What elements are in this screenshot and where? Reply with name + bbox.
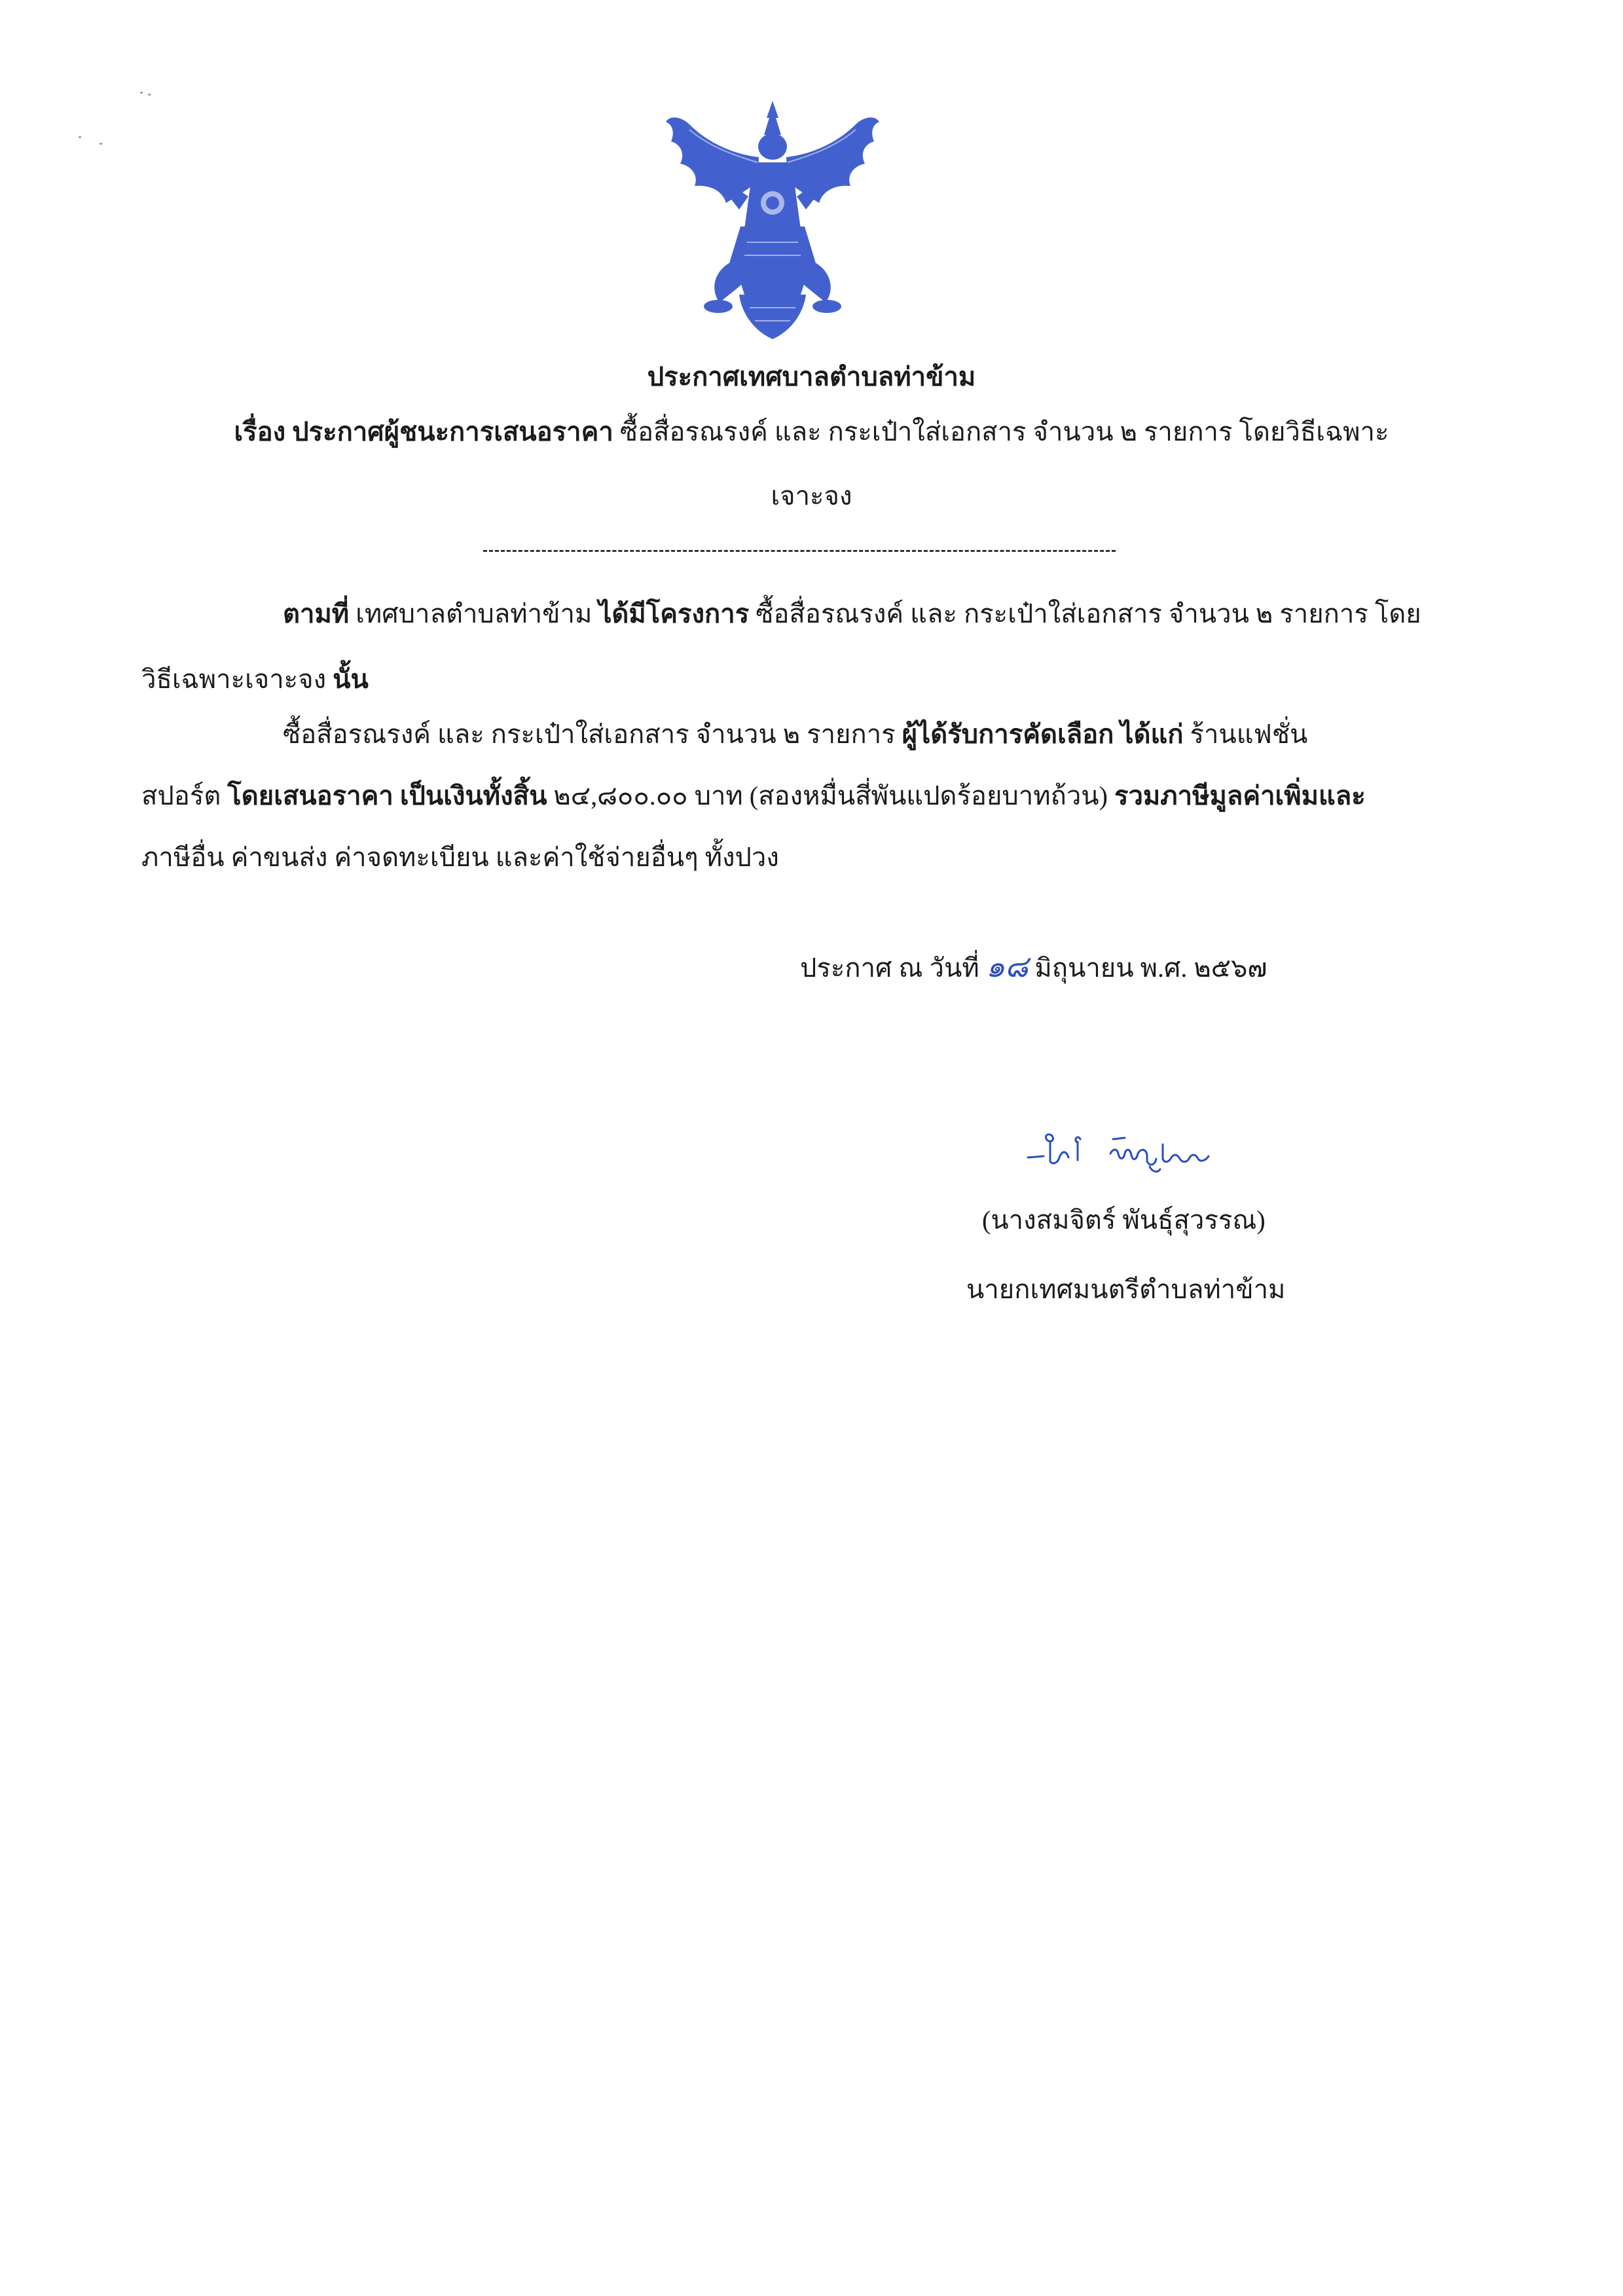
text-run: ตามที่	[283, 599, 350, 629]
text-run: ร้านแฟชั่น	[1183, 720, 1308, 749]
subject-continuation: เจาะจง	[771, 481, 852, 511]
paragraph-1-line-2	[141, 661, 369, 698]
signer-name: (นางสมจิตร์ พันธุ์สุวรรณ)	[982, 1205, 1266, 1235]
garuda-emblem-icon	[663, 98, 883, 342]
handwritten-day: ๑๘	[985, 949, 1029, 984]
text-run: สปอร์ต	[141, 781, 228, 811]
date-rest: มิถุนายน พ.ศ. ๒๕๖๗	[1034, 953, 1267, 983]
text-run: ได้มีโครงการ	[598, 599, 750, 629]
divider	[483, 550, 1116, 552]
signature-icon	[1021, 1120, 1244, 1178]
text-run: เทศบาลตำบลท่าข้าม	[349, 599, 599, 629]
office-heading: ประกาศเทศบาลตำบลท่าข้าม	[647, 362, 976, 392]
paragraph-1-line-1	[283, 596, 1421, 632]
scan-speck	[100, 143, 102, 145]
text-run: ซื้อสื่อรณรงค์ และ กระเป๋าใส่เอกสาร จำนวน ๒ รายการ	[283, 720, 902, 749]
date-prefix: ประกาศ ณ วันที่	[800, 953, 979, 983]
text-run: นั้น	[333, 665, 369, 694]
text-run: ซื้อสื่อรณรงค์ และ กระเป๋าใส่เอกสาร จำนวน ๒ รายการ โดย	[749, 599, 1421, 629]
scan-speck	[148, 94, 151, 96]
text-run: ๒๔,๘๐๐.๐๐ บาท (สองหมื่นสี่พันแปดร้อยบาทถ้วน)	[547, 781, 1114, 811]
paragraph-2-line-3: ภาษีอื่น ค่าขนส่ง ค่าจดทะเบียน และค่าใช้จ่ายอื่นๆ ทั้งปวง	[141, 843, 779, 872]
subject-label: เรื่อง ประกาศผู้ชนะการเสนอราคา	[234, 417, 613, 446]
scan-speck	[79, 136, 81, 138]
text-run: โดยเสนอราคา เป็นเงินทั้งสิ้น	[227, 781, 547, 811]
announcement-date	[800, 948, 1267, 987]
scan-speck	[140, 92, 143, 94]
text-run: รวมภาษีมูลค่าเพิ่มและ	[1114, 781, 1366, 811]
paragraph-2-line-1	[283, 716, 1307, 753]
signer-title: นายกเทศมนตรีตำบลท่าข้าม	[966, 1275, 1286, 1304]
subject-line	[0, 414, 1623, 450]
paragraph-2-line-2	[141, 778, 1366, 814]
subject-text: ซื้อสื่อรณรงค์ และ กระเป๋าใส่เอกสาร จำนวน ๒ รายการ โดยวิธีเฉพาะ	[613, 417, 1389, 446]
text-run: วิธีเฉพาะเจาะจง	[141, 665, 333, 694]
text-run: ผู้ได้รับการคัดเลือก ได้แก่	[902, 720, 1184, 749]
